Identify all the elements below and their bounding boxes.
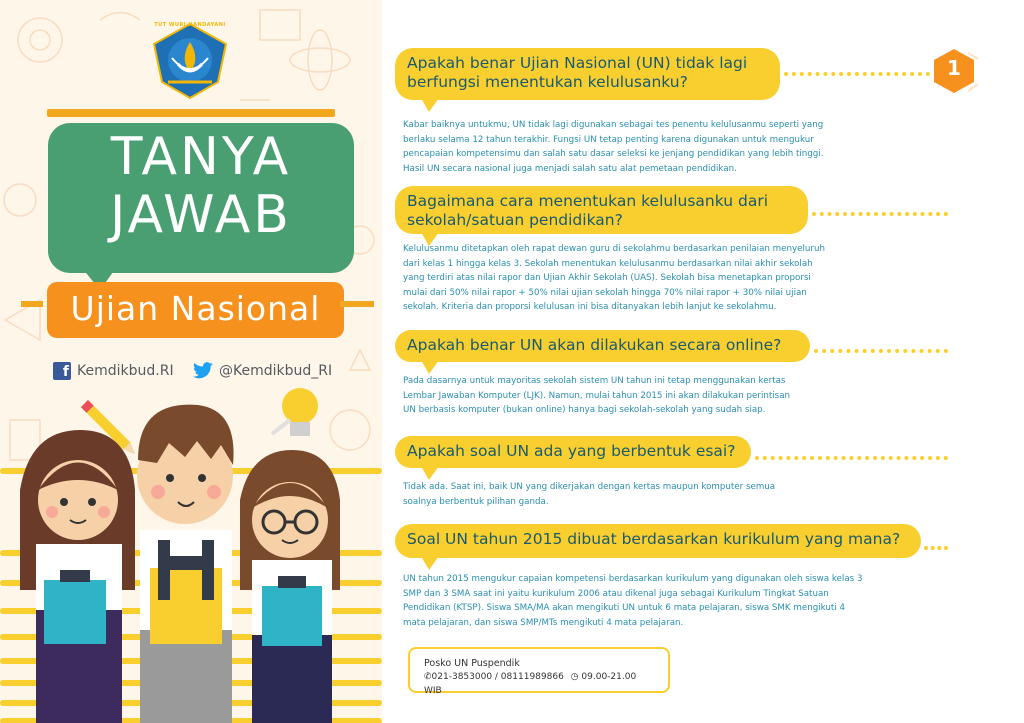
answer-line: Pendidikan (KTSP). Siswa SMA/MA akan mengikuti UN untuk 6 mata pelajaran, siswa SMK mengikuti 4: [403, 603, 846, 614]
answer-1: [403, 118, 863, 176]
answer-line: pencapaian kompetensimu dan salah satu dasar seleksi ke jenjang pendidikan yang lebih tinggi.: [403, 149, 824, 160]
question-3-line1: Apakah benar UN akan dilakukan secara online?: [407, 336, 782, 354]
answer-line: sekolah. Kriteria dan proporsi kelulusan ini bisa ditanyakan lebih lanjut ke sekolahmu.: [403, 302, 777, 313]
contact-hours: 09.00-21.00 WIB: [424, 672, 637, 696]
question-5-dots: [924, 546, 948, 550]
contact-title: Posko UN Puspendik: [424, 658, 520, 669]
question-5-line1: Soal UN tahun 2015 dibuat berdasarkan kurikulum yang mana?: [407, 530, 901, 548]
answer-2: [403, 242, 863, 315]
question-3: [395, 330, 810, 362]
girl-left-character: [20, 430, 135, 723]
contact-details: [424, 670, 654, 698]
question-1-line1: Apakah benar Ujian Nasional (UN) tidak lagi: [407, 54, 748, 72]
question-1-line2: berfungsi menentukan kelulusanku?: [407, 73, 688, 91]
question-4-line1: Apakah soal UN ada yang berbentuk esai?: [407, 442, 736, 460]
question-1: [395, 48, 780, 100]
answer-line: Pada dasarnya untuk mayoritas sekolah sistem UN tahun ini tetap menggunakan kertas: [403, 376, 786, 386]
students-illustration: [0, 380, 382, 723]
decor-stripe-left: [21, 301, 43, 307]
answer-line: Tidak ada. Saat ini, baik UN yang dikerjakan dengan kertas maupun komputer semua: [403, 482, 776, 492]
girl-right-character: [240, 450, 340, 723]
question-2: [395, 186, 808, 234]
question-2-dots: [812, 212, 948, 216]
answer-line: dari kelas 1 hingga kelas 3. Sekolah menentukan kelulusanmu berdasarkan nilai akhir sekolah: [403, 258, 813, 269]
answer-line: berlaku selama 12 tahun terakhir. Fungsi UN tetap penting karena digunakan untuk mengukur: [403, 134, 814, 145]
decor-stripe: [47, 109, 335, 117]
question-2-line2: sekolah/satuan pendidikan?: [407, 211, 623, 229]
answer-4: [403, 480, 863, 509]
twitter-handle[interactable]: [193, 362, 332, 379]
page-number: 1: [947, 56, 961, 80]
answer-5: [403, 572, 863, 630]
twitter-handle-text: @Kemdikbud_RI: [219, 362, 333, 379]
answer-line: mulai dari 50% nilai rapor + 50% nilai ujian sekolah hingga 70% nilai rapor + 30% nilai ujian: [403, 287, 807, 298]
question-4: [395, 436, 751, 468]
left-panel: [0, 0, 382, 723]
subtitle: Ujian Nasional: [70, 289, 321, 328]
answer-line: Kabar baiknya untukmu, UN tidak lagi digunakan sebagai tes penentu kelulusanmu seperti yang: [403, 120, 824, 130]
answer-line: soalnya berbentuk pilihan ganda.: [403, 496, 549, 507]
answer-3: [403, 374, 863, 418]
title-line2: JAWAB: [110, 185, 292, 245]
answer-line: SMP dan 3 SMA saat ini yaitu kurikulum 2006 atau dikenal juga sebagai Kurikulum Tingkat Satuan: [403, 588, 829, 599]
answer-line: mata pelajaran, dan siswa SMP/MTs mengikuti 4 mata pelajaran.: [403, 617, 684, 628]
answer-line: yang terdiri atas nilai rapor dan Ujian Akhir Sekolah (UAS). Sekolah bisa menetapkan proporsi: [403, 273, 811, 284]
logo-motto-text: TUT WURI HANDAYANI: [154, 22, 226, 28]
boy-center-character: [137, 405, 234, 723]
facebook-handle-text: Kemdikbud.RI: [77, 363, 174, 379]
tut-wuri-handayani-logo-icon: [148, 22, 232, 100]
answer-line: Hasil UN secara nasional juga menjadi salah satu alat pemetaan pendidikan.: [403, 163, 737, 174]
facebook-icon: f: [53, 362, 71, 380]
lightbulb-icon: [272, 388, 318, 436]
answer-line: UN berbasis komputer (bukan online) hanya bagi sekolah-sekolah yang sudah siap.: [403, 405, 766, 416]
contact-phone: 021-3853000 / 08111989866: [431, 672, 564, 682]
question-2-line1: Bagaimana cara menentukan kelulusanku dari: [407, 192, 768, 210]
contact-box: [408, 647, 670, 696]
question-4-dots: [755, 456, 948, 460]
twitter-icon: [193, 362, 213, 379]
facebook-handle[interactable]: [53, 362, 174, 380]
answer-line: UN tahun 2015 mengukur capaian kompetensi berdasarkan kurikulum yang digunakan oleh siswa kelas 3: [403, 574, 863, 584]
phone-icon: ✆: [424, 672, 432, 682]
question-5: [395, 524, 921, 558]
clock-icon: ◷: [570, 672, 579, 682]
decor-stripe-right: [340, 301, 374, 307]
answer-line: Kelulusanmu ditetapkan oleh rapat dewan guru di sekolahmu berdasarkan penilaian menyeluruh: [403, 244, 825, 254]
question-1-dots: [784, 72, 930, 76]
title-line1: TANYA: [110, 127, 292, 187]
question-3-dots: [814, 349, 948, 353]
answer-line: Lembar Jawaban Komputer (LJK). Namun, mulai tahun 2015 ini akan dilakukan perintisan: [403, 390, 791, 401]
